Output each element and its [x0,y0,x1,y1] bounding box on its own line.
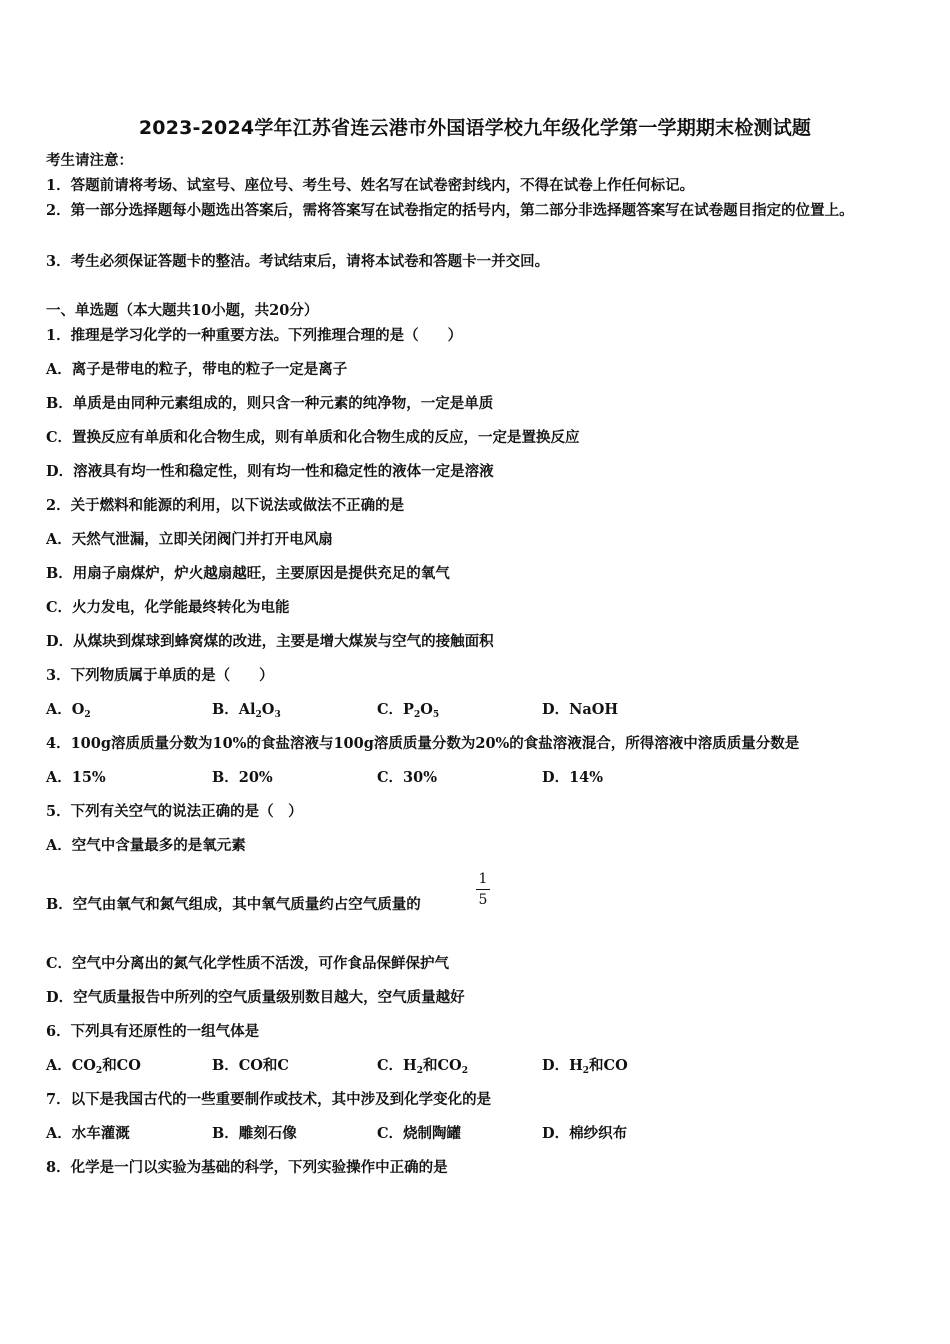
question-1-stem: 1．推理是学习化学的一种重要方法。下列推理合理的是（ ） [46,327,463,344]
notice-item-2: 2．第一部分选择题每小题选出答案后，需将答案写在试卷指定的括号内，第二部分非选择题答案写在试卷题目指定的位置上。 [46,202,854,219]
question-3-option-d: D．NaOH [542,701,619,718]
question-7-option-c: C．烧制陶罐 [377,1125,462,1142]
question-5-stem: 5．下列有关空气的说法正确的是（ ） [46,803,303,820]
section-heading: 一、单选题（本大题共10小题，共20分） [46,302,319,319]
question-7-option-a: A．水车灌溉 [46,1125,130,1142]
question-4-option-b: B．20% [212,769,273,786]
notice-item-1: 1．答题前请将考场、试室号、座位号、考生号、姓名写在试卷密封线内，不得在试卷上作任何标记。 [46,177,695,194]
question-4-option-a: A．15% [46,769,106,786]
question-3-option-a: A．$O_2$ [46,701,91,720]
question-3-option-b: B．$Al_2O_3$ [212,701,281,720]
notice-item-3: 3．考生必须保证答题卡的整洁。考试结束后，请将本试卷和答题卡一并交回。 [46,253,550,270]
page-title: 2023-2024学年江苏省连云港市外国语学校九年级化学第一学期期末检测试题 [138,117,812,139]
question-1-option-c: C．置换反应有单质和化合物生成，则有单质和化合物生成的反应，一定是置换反应 [46,429,580,446]
question-5-option-a: A．空气中含量最多的是氧元素 [46,837,246,854]
fraction-bar [476,889,490,890]
question-7-stem: 7．以下是我国古代的一些重要制作或技术，其中涉及到化学变化的是 [46,1091,492,1108]
question-2-option-d: D．从煤块到煤球到蜂窝煤的改进，主要是增大煤炭与空气的接触面积 [46,633,494,650]
question-6-option-c: C．$H_2$和$CO_2$ [377,1057,468,1076]
notice-heading: 考生请注意： [46,152,133,169]
question-5-option-c: C．空气中分离出的氮气化学性质不活泼，可作食品保鲜保护气 [46,955,450,972]
question-7-option-d: D．棉纱织布 [542,1125,628,1142]
question-1-option-a: A．离子是带电的粒子，带电的粒子一定是离子 [46,361,348,378]
question-5-option-d: D．空气质量报告中所列的空气质量级别数目越大，空气质量越好 [46,989,465,1006]
fraction-numerator: 1 [478,871,488,887]
fraction-denominator: 5 [478,892,488,908]
question-1-option-b: B．单质是由同种元素组成的，则只含一种元素的纯净物，一定是单质 [46,395,494,412]
question-6-option-a: A．$CO_2$和CO [46,1057,141,1076]
question-5-option-b: B．空气由氧气和氮气组成，其中氧气质量约占空气质量的 [46,896,421,913]
question-2-option-c: C．火力发电，化学能最终转化为电能 [46,599,290,616]
fraction-one-fifth [476,870,490,909]
question-6-option-d: D．$H_2$和CO [542,1057,628,1076]
question-2-stem: 2．关于燃料和能源的利用，以下说法或做法不正确的是 [46,497,405,514]
question-3-option-c: C．$P_2O_5$ [377,701,440,720]
question-7-option-b: B．雕刻石像 [212,1125,297,1142]
question-3-stem: 3．下列物质属于单质的是（ ） [46,667,274,684]
question-6-stem: 6．下列具有还原性的一组气体是 [46,1023,260,1040]
question-4-stem: 4．100g溶质质量分数为10%的食盐溶液与100g溶质质量分数为20%的食盐溶液混合，所得溶液中溶质质量分数是 [46,735,800,752]
question-1-option-d: D．溶液具有均一性和稳定性，则有均一性和稳定性的液体一定是溶液 [46,463,494,480]
question-4-option-c: C．30% [377,769,437,786]
question-8-stem: 8．化学是一门以实验为基础的科学，下列实验操作中正确的是 [46,1159,448,1176]
question-2-option-b: B．用扇子扇煤炉，炉火越扇越旺，主要原因是提供充足的氧气 [46,565,450,582]
question-2-option-a: A．天然气泄漏，立即关闭阀门并打开电风扇 [46,531,333,548]
question-6-option-b: B．CO和C [212,1057,289,1074]
question-4-option-d: D．14% [542,769,604,786]
